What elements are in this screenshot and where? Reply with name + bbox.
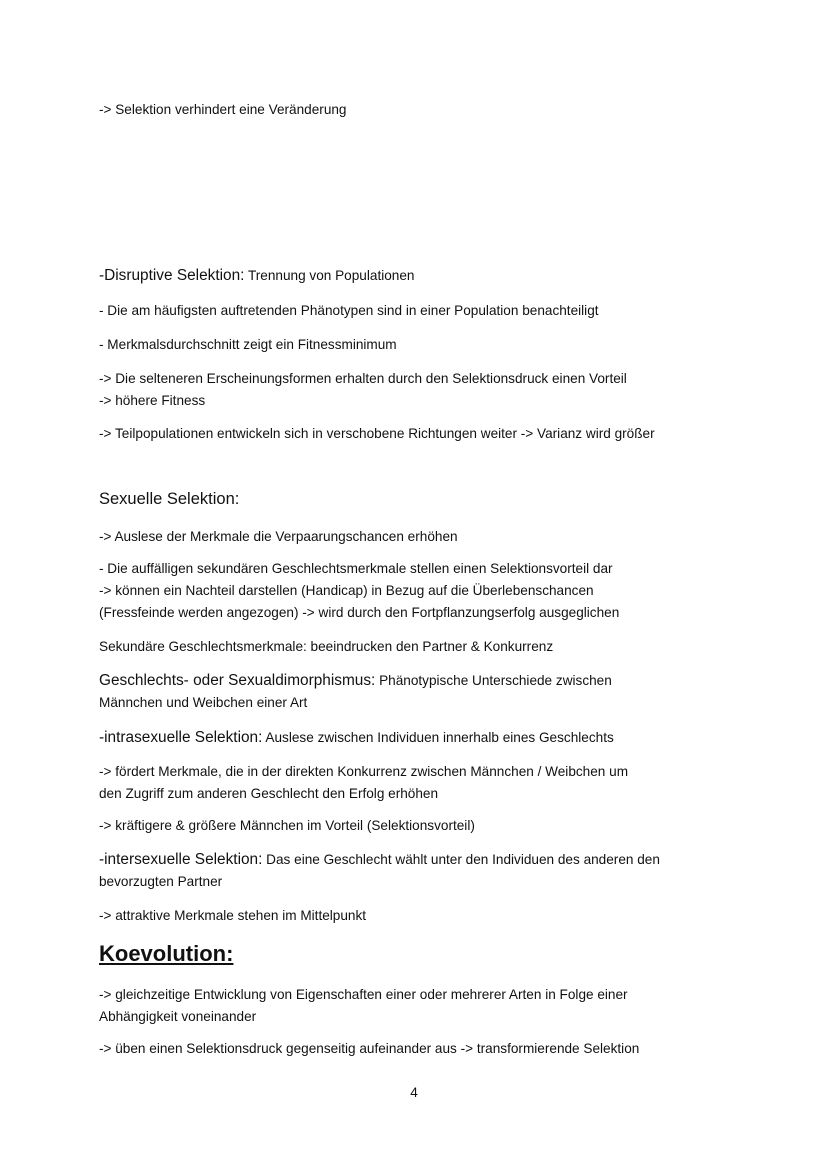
definition-intersexuelle-selection: [99, 849, 759, 893]
text-line: - Die am häufigsten auftretenden Phänotypen sind in einer Population benachteiligt: [99, 303, 599, 318]
text-line: -> Selektion verhindert eine Veränderung: [99, 102, 347, 117]
section-heading-koevolution: Koevolution:: [99, 941, 234, 966]
text-line: -> attraktive Merkmale stehen im Mittelpunkt: [99, 908, 367, 923]
text-paragraph: [99, 761, 759, 805]
text-line: Männchen und Weibchen einer Art: [99, 695, 308, 710]
text-paragraph: [99, 984, 759, 1028]
text-line: - Die auffälligen sekundären Geschlechtsmerkmale stellen einen Selektionsvorteil dar: [99, 561, 613, 576]
definition-text: Auslese zwischen Individuen innerhalb eines Geschlechts: [262, 730, 614, 745]
text-line: -> können ein Nachteil darstellen (Handicap) in Bezug auf die Überlebenschancen: [99, 583, 594, 598]
text-line: - Merkmalsdurchschnitt zeigt ein Fitnessminimum: [99, 337, 397, 352]
definition-text: Phänotypische Unterschiede zwischen: [375, 673, 612, 688]
text-line: -> Auslese der Merkmale die Verpaarungschancen erhöhen: [99, 529, 458, 544]
section-heading-sexuelle-selektion: Sexuelle Selektion:: [99, 490, 240, 508]
term-intrasexuelle-selektion: -intrasexuelle Selektion:: [99, 729, 263, 746]
definition-sexualdimorphismus: [99, 670, 759, 714]
definition-disruptive-selection: [99, 265, 759, 287]
text-line: -> üben einen Selektionsdruck gegenseitig aufeinander aus -> transformierende Selektion: [99, 1041, 640, 1056]
text-line: -> Die selteneren Erscheinungsformen erhalten durch den Selektionsdruck einen Vorteil: [99, 371, 627, 386]
text-line: (Fressfeinde werden angezogen) -> wird durch den Fortpflanzungserfolg ausgeglichen: [99, 605, 620, 620]
page-number: 4: [410, 1085, 418, 1100]
text-paragraph: [99, 558, 759, 624]
text-line: Sekundäre Geschlechtsmerkmale: beeindrucken den Partner & Konkurrenz: [99, 639, 554, 654]
definition-text: Trennung von Populationen: [244, 268, 415, 283]
definition-intrasexuelle-selection: [99, 727, 759, 749]
text-line: den Zugriff zum anderen Geschlecht den Erfolg erhöhen: [99, 786, 439, 801]
text-line: -> kräftigere & größere Männchen im Vorteil (Selektionsvorteil): [99, 818, 475, 833]
text-line: bevorzugten Partner: [99, 874, 223, 889]
definition-text: Das eine Geschlecht wählt unter den Individuen des anderen den: [262, 852, 660, 867]
text-paragraph: [99, 368, 759, 412]
term-sexualdimorphismus: Geschlechts- oder Sexualdimorphismus:: [99, 672, 376, 689]
term-intersexuelle-selektion: -intersexuelle Selektion:: [99, 851, 263, 868]
text-line: -> Teilpopulationen entwickeln sich in verschobene Richtungen weiter -> Varianz wird größer: [99, 426, 655, 441]
text-line: -> gleichzeitige Entwicklung von Eigenschaften einer oder mehrerer Arten in Folge einer: [99, 987, 628, 1002]
text-line: -> fördert Merkmale, die in der direkten Konkurrenz zwischen Männchen / Weibchen um: [99, 764, 629, 779]
term-disruptive-selection: -Disruptive Selektion:: [99, 267, 245, 284]
text-line: Abhängigkeit voneinander: [99, 1009, 257, 1024]
text-line: -> höhere Fitness: [99, 393, 206, 408]
